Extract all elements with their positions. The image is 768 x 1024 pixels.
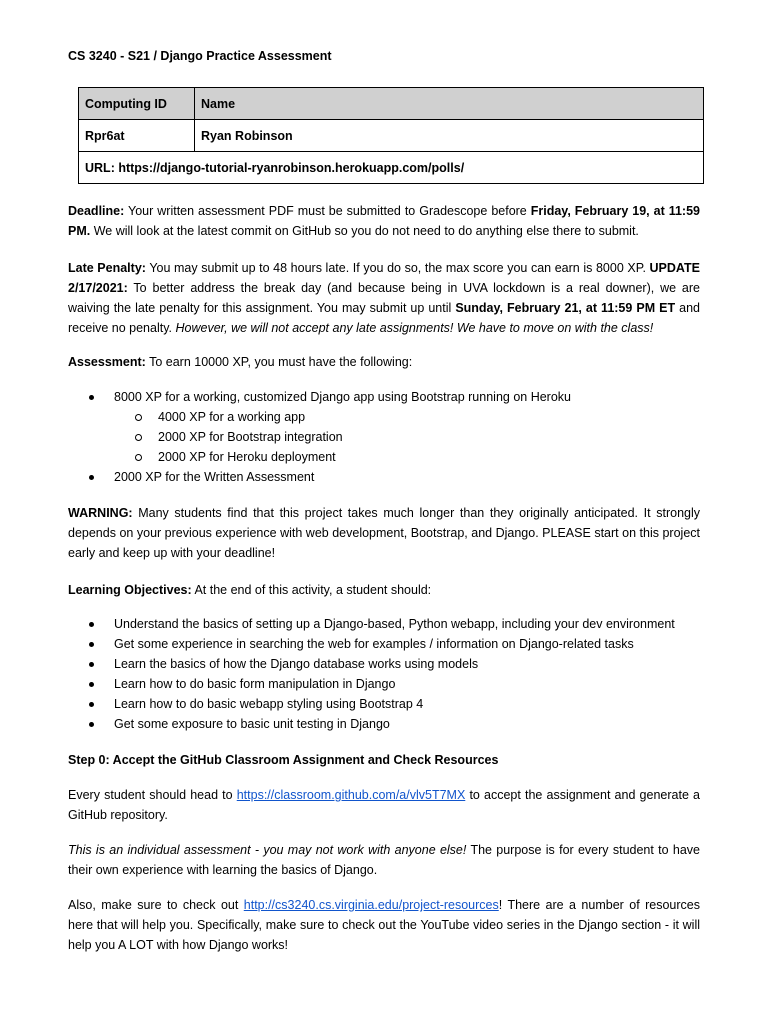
warning-paragraph xyxy=(68,503,700,563)
late-penalty-paragraph xyxy=(68,258,700,338)
individual-assessment-italic: This is an individual assessment - you may not work with anyone else! xyxy=(68,843,467,857)
warning-label: WARNING: xyxy=(68,506,133,520)
deadline-text-1: Your written assessment PDF must be submitted to Gradescope before xyxy=(124,204,531,218)
bullet-icon xyxy=(89,395,94,400)
update-label: UPDATE 2/17/2021: xyxy=(68,261,700,295)
list-item: 2000 XP for Heroku deployment xyxy=(68,447,700,467)
objectives-label: Learning Objectives: xyxy=(68,583,192,597)
header-name: Name xyxy=(195,88,704,120)
info-table-url-row xyxy=(79,152,704,184)
list-item: Learn how to do basic webapp styling using Bootstrap 4 xyxy=(68,694,700,714)
assessment-list xyxy=(68,387,700,487)
deadline-date: Friday, February 19, at 11:59 PM. xyxy=(68,204,700,238)
list-item: Understand the basics of setting up a Django-based, Python webapp, including your dev environment xyxy=(68,614,700,634)
bullet-icon xyxy=(89,682,94,687)
cell-name: Ryan Robinson xyxy=(195,120,704,152)
late-penalty-text-2: To better address the break day (and because being in UVA lockdown is a real downer), we are waiving the late penalty for this assignment. You may submit up until xyxy=(68,281,700,315)
list-item: 4000 XP for a working app xyxy=(68,407,700,427)
list-item: Get some exposure to basic unit testing in Django xyxy=(68,714,700,734)
bullet-icon xyxy=(89,642,94,647)
circle-bullet-icon xyxy=(135,414,142,421)
objectives-text: At the end of this activity, a student should: xyxy=(191,583,432,597)
list-item: 2000 XP for the Written Assessment xyxy=(68,467,700,487)
project-resources-link[interactable]: http://cs3240.cs.virginia.edu/project-resources xyxy=(243,898,499,912)
objectives-paragraph xyxy=(68,580,700,600)
bullet-icon xyxy=(89,622,94,627)
info-table-data-row xyxy=(79,120,704,152)
header-computing-id: Computing ID xyxy=(79,88,195,120)
step0-paragraph-2: This is an individual assessment - you may not work with anyone else! The purpose is for every student to have their own experience with learning the basics of Django. xyxy=(68,843,700,877)
deadline-paragraph xyxy=(68,201,700,241)
deadline-text-2: We will look at the latest commit on GitHub so you do not need to do anything else there to submit. xyxy=(90,224,639,238)
list-item: Learn how to do basic form manipulation in Django xyxy=(68,674,700,694)
github-classroom-link[interactable]: https://classroom.github.com/a/vlv5T7MX xyxy=(236,788,466,802)
info-table-header-row xyxy=(79,88,704,120)
list-item: Get some experience in searching the web for examples / information on Django-related tasks xyxy=(68,634,700,654)
warning-text: Many students find that this project takes much longer than they originally anticipated. It strongly depends on your previous experience with web development, Bootstrap, and Django. PLEASE start on this project early and keep up with your deadline! xyxy=(68,506,700,560)
cell-url: URL: https://django-tutorial-ryanrobinson.herokuapp.com/polls/ xyxy=(79,152,704,184)
document-title: CS 3240 - S21 / Django Practice Assessment xyxy=(68,49,332,63)
bullet-icon xyxy=(89,702,94,707)
circle-bullet-icon xyxy=(135,454,142,461)
assessment-label: Assessment: xyxy=(68,355,146,369)
step0-paragraph-3: Also, make sure to check out http://cs3240.cs.virginia.edu/project-resources! There are a number of resources here that will help you. Specifically, make sure to check out the YouTube video series in the Django section - it will help you A LOT with how Django works! xyxy=(68,898,701,952)
list-item: Learn the basics of how the Django database works using models xyxy=(68,654,700,674)
list-item: 2000 XP for Bootstrap integration xyxy=(68,427,700,447)
late-penalty-label: Late Penalty: xyxy=(68,261,146,275)
assessment-paragraph xyxy=(68,352,700,372)
circle-bullet-icon xyxy=(135,434,142,441)
late-penalty-text-3: and receive no penalty. xyxy=(68,301,700,335)
assessment-text: To earn 10000 XP, you must have the following: xyxy=(145,355,413,369)
step0-paragraph-1: Every student should head to https://classroom.github.com/a/vlv5T7MX to accept the assignment and generate a GitHub repository. xyxy=(68,788,700,822)
step0-heading: Step 0: Accept the GitHub Classroom Assignment and Check Resources xyxy=(68,753,499,767)
objectives-list xyxy=(68,614,700,734)
cell-computing-id: Rpr6at xyxy=(79,120,195,152)
bullet-icon xyxy=(89,662,94,667)
bullet-icon xyxy=(89,475,94,480)
info-table xyxy=(78,87,704,184)
bullet-icon xyxy=(89,722,94,727)
late-penalty-italic: However, we will not accept any late assignments! We have to move on with the class! xyxy=(175,321,654,335)
list-item: 8000 XP for a working, customized Django app using Bootstrap running on Heroku xyxy=(68,387,700,407)
late-penalty-date: Sunday, February 21, at 11:59 PM ET xyxy=(455,301,676,315)
late-penalty-text-1: You may submit up to 48 hours late. If you do so, the max score you can earn is 8000 XP. xyxy=(145,261,650,275)
deadline-label: Deadline: xyxy=(68,204,125,218)
